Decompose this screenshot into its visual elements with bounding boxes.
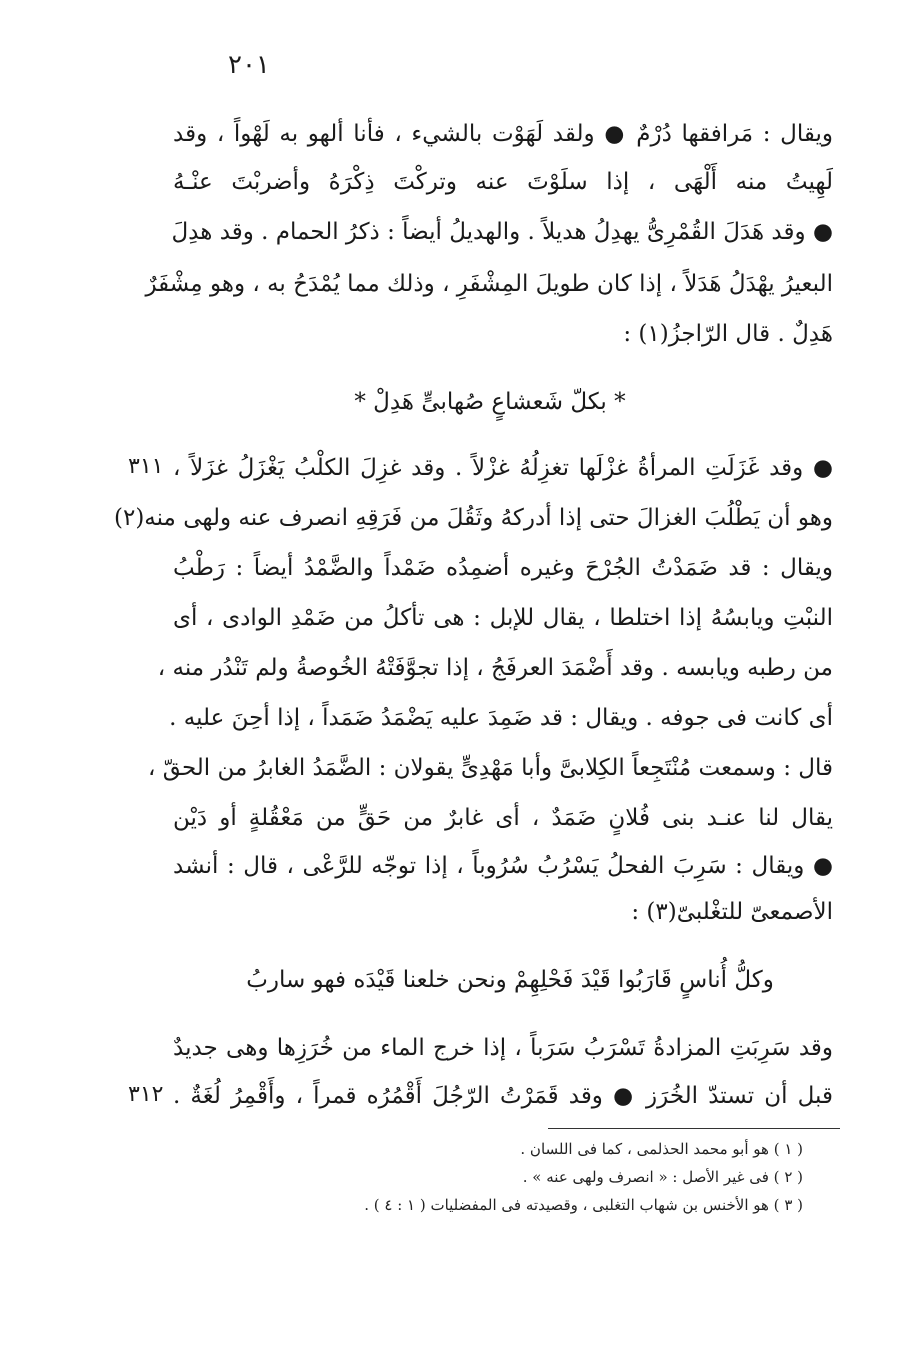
text-line: ويقال : قد ضَمَدْتُ الجُرْحَ وغيره أضمِدُه ضَمْداً والضَّمْدُ أيضاً : رَطْبُ bbox=[173, 555, 833, 581]
text-line: ● وقد هَدَلَ القُمْرِىُّ يهدِلُ هديلاً . والهديلُ أيضاً : ذكرُ الحمام . وقد هدِلَ bbox=[171, 219, 833, 245]
text-line: من رطبه ويابسه . وقد أَضْمَدَ العرفَجُ ، إذا تجوَّفَتْهُ الخُوصةُ ولم تَنْدُر منه ، bbox=[157, 655, 833, 681]
text-line: النبْتِ ويابسُهُ إذا اختلطا ، يقال للإبل : هى تأكلُ من ضَمْدِ الوادى ، أى bbox=[173, 605, 833, 631]
text-line: ● وقد غَزَلَتِ المرأةُ غزْلَها تغزِلُهُ غزْلاً . وقد غزِلَ الكلْبُ يَغْزَلُ غزَلاً ، bbox=[173, 455, 833, 481]
text-line: قبل أن تستدّ الخُرَز ● وقد قَمَرْتُ الرّجُلَ أَقْمُرُه قمراً ، وأَقْمِرُ لُغَةٌ . bbox=[173, 1083, 833, 1109]
footnote: ( ١ ) هو أبو محمد الحذلمى ، كما فى اللسان . bbox=[520, 1140, 803, 1158]
margin-number: ٣١٢ bbox=[128, 1082, 164, 1107]
verse-line: وكلُّ أُناسٍ قَارَبُوا قَيْدَ فَحْلِهِمْ ونحن خلعنا قَيْدَه فهو ساربُ bbox=[246, 967, 774, 993]
text-line: وهو أن يَطْلُبَ الغزالَ حتى إذا أدركهُ وثَقُلَ من فَرَقِهِ انصرف عنه ولهى منه(٢) bbox=[113, 505, 833, 531]
text-line: أى كانت فى جوفه . ويقال : قد ضَمِدَ عليه يَضْمَدُ ضَمَداً ، إذا أحِنَ عليه . bbox=[169, 705, 833, 731]
text-line: هَدِلٌ . قال الرّاجزُ(١) : bbox=[623, 321, 833, 347]
footnote: ( ٢ ) فى غير الأصل : « انصرف ولهى عنه » . bbox=[522, 1168, 803, 1186]
text-line: لَهِيتُ منه أَلْهَى ، إذا سلَوْتَ عنه وتركْتَ ذِكْرَهُ وأضربْتَ عنْـهُ bbox=[173, 169, 833, 195]
text-line: وقد سَرِبَتِ المزادةُ تَسْرَبُ سَرَباً ، إذا خرج الماء من خُرَزِها وهى جديدٌ bbox=[173, 1035, 833, 1061]
text-line: يقال لنا عنـد بنى فُلانٍ ضَمَدٌ ، أى غابرٌ من حَقٍّ من مَعْقُلةٍ أو دَيْن bbox=[173, 805, 833, 831]
page-number: ٢٠١ bbox=[228, 50, 270, 80]
text-line: ● ويقال : سَرِبَ الفحلُ يَسْرُبُ سُرُوباً ، إذا توجّه للرَّعْى ، قال : أنشد bbox=[173, 853, 833, 879]
text-line: البعيرُ يهْدَلُ هَدَلاً ، إذا كان طويلَ المِشْفَرِ ، وذلك مما يُمْدَحُ به ، وهو مِشْفَرٌ bbox=[145, 271, 833, 297]
margin-number: ٣١١ bbox=[128, 454, 164, 479]
text-line: ويقال : مَرافقها دُرْمٌ ● ولقد لَهَوْت بالشيء ، فأنا ألهو به لَهْواً ، وقد bbox=[173, 121, 833, 147]
footnote: ( ٣ ) هو الأخنس بن شهاب التغلبى ، وقصيدته فى المفضليات ( ١ : ٤ ) . bbox=[364, 1196, 803, 1214]
text-line: الأصمعىّ للتغْلبىّ(٣) : bbox=[631, 899, 833, 925]
footnote-divider bbox=[548, 1128, 840, 1129]
text-line: قال : وسمعت مُنْتَجِعاً الكِلابىَّ وأبا مَهْدِىٍّ يقولان : الضَّمَدُ الغابرُ من الحقّ ، bbox=[148, 755, 833, 781]
verse-line: * بكلّ شَعشاعٍ صُهابىٍّ هَدِلْ * bbox=[354, 389, 626, 415]
